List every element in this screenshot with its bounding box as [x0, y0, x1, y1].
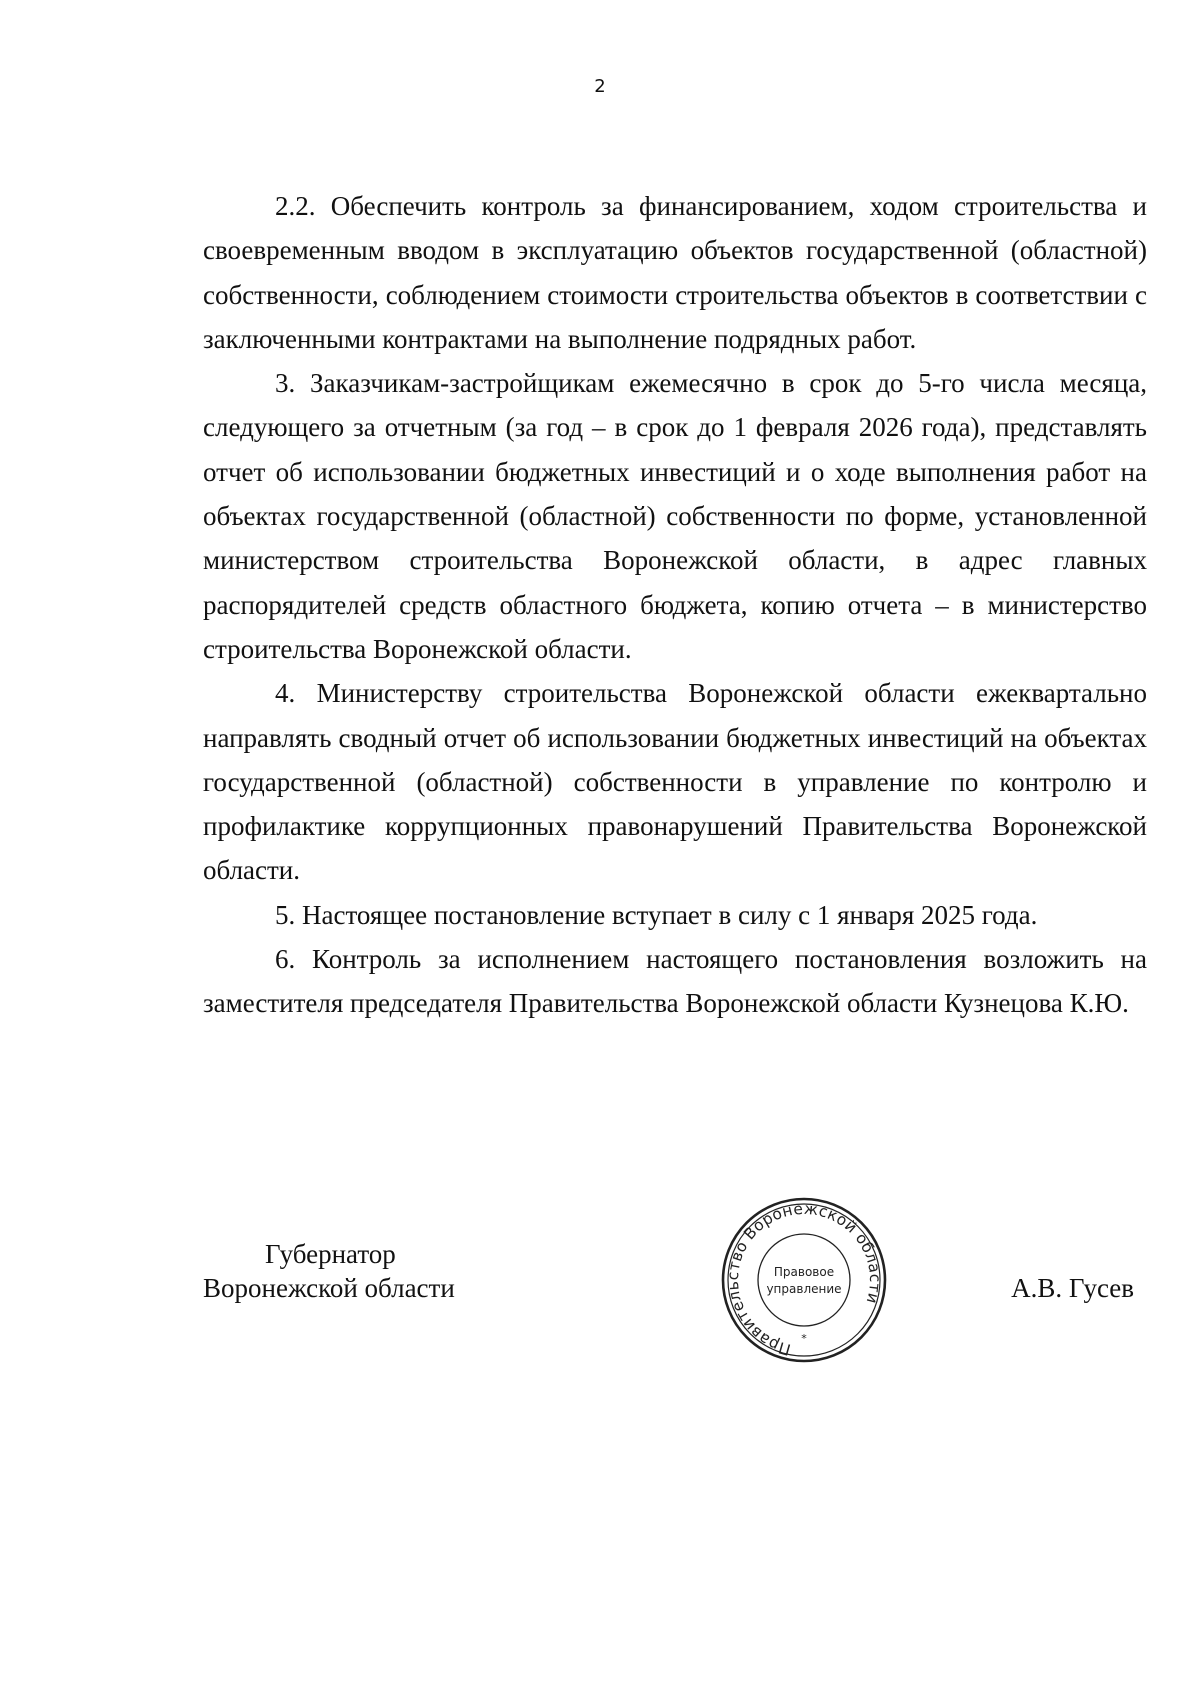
signer-position-line1: Губернатор [265, 1239, 396, 1269]
signer-position [203, 1237, 455, 1305]
document-body [203, 184, 1147, 1026]
seal-center-line1: Правовое [773, 1265, 835, 1279]
official-seal [720, 1196, 888, 1364]
seal-star: * [801, 1332, 807, 1345]
paragraph-3: 3. Заказчикам-застройщикам ежемесячно в срок до 5-го числа месяца, следующего за отчетным (за год – в срок до 1 февраля 2026 года), представлять отчет об использовании бюджетных инвестиций и о ходе выполнения работ на объектах государственной (областной) собственности по форме, установленной министерством строительства Воронежской области, в адрес главных распорядителей средств областного бюджета, копию отчета – в министерство строительства Воронежской области. [203, 368, 1147, 664]
signer-position-line2: Воронежской области [203, 1273, 455, 1303]
signature-block [203, 1237, 1147, 1357]
paragraph-2-2: 2.2. Обеспечить контроль за финансированием, ходом строительства и своевременным вводом в эксплуатацию объектов государственной (областной) собственности, соблюдением стоимости строительства объектов в соответствии с заключенными контрактами на выполнение подрядных работ. [203, 191, 1147, 354]
signer-name: А.В. Гусев [1011, 1273, 1134, 1303]
paragraph-5: 5. Настоящее постановление вступает в силу с 1 января 2025 года. [275, 899, 1038, 930]
seal-ring-text: Правительство Воронежской области [723, 1199, 885, 1359]
paragraph-4: 4. Министерству строительства Воронежской области ежеквартально направлять сводный отчет об использовании бюджетных инвестиций на объектах государственной (областной) собственности в управление по контролю и профилактике коррупционных правонарушений Правительства Воронежской области. [203, 678, 1147, 886]
seal-center-line2: управление [766, 1282, 842, 1296]
page-number: 2 [594, 76, 606, 97]
paragraph-6: 6. Контроль за исполнением настоящего постановления возложить на заместителя председателя Правительства Воронежской области Кузнецова К.Ю. [203, 944, 1147, 1019]
